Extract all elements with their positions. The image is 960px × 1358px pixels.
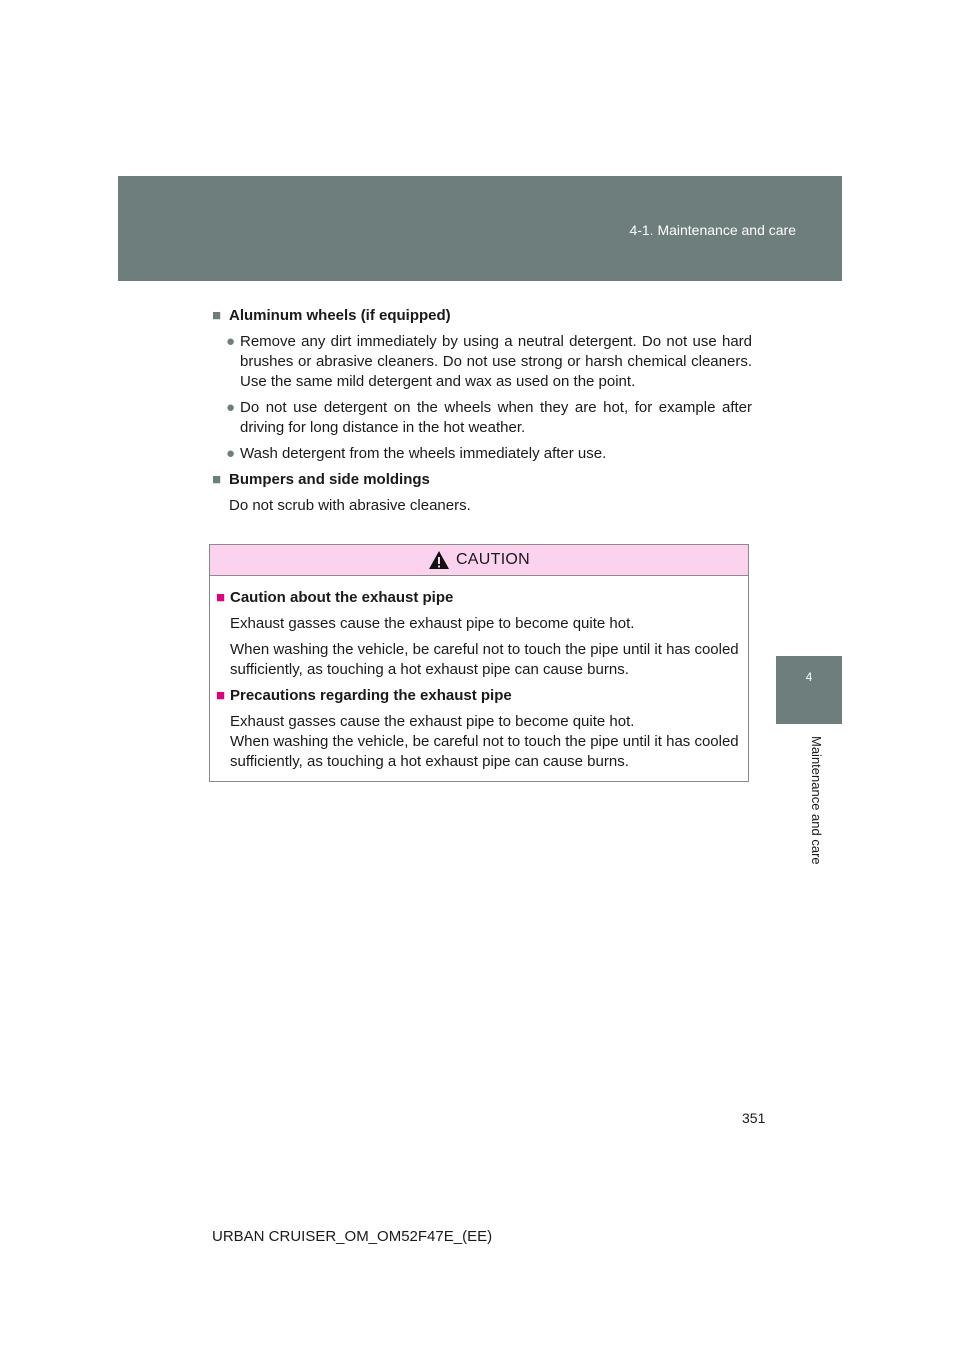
caution-paragraph: Exhaust gasses cause the exhaust pipe to become quite hot.	[230, 713, 635, 730]
caution-paragraph: When washing the vehicle, be careful not to touch the pipe until it has cooled sufficiently, as touching a hot exhaust pipe can cause burns.	[230, 641, 739, 678]
main-content	[212, 306, 752, 522]
bumpers-text: Do not scrub with abrasive cleaners.	[229, 497, 471, 514]
aluminum-wheels-heading	[212, 306, 752, 326]
list-item	[212, 444, 752, 464]
chapter-tab	[776, 656, 842, 724]
list-item	[212, 398, 752, 438]
heading-text: Bumpers and side moldings	[229, 471, 430, 488]
heading-text: Precautions regarding the exhaust pipe	[230, 687, 512, 704]
bumpers-heading	[212, 470, 752, 490]
list-item-text: Do not use detergent on the wheels when they are hot, for example after driving for long distance in the hot weather.	[240, 399, 752, 436]
section-header-bar	[118, 176, 842, 281]
caution-header	[210, 545, 748, 576]
bullet-dot-icon: ●	[226, 333, 236, 350]
page-number: 351	[742, 1110, 766, 1126]
section-title: 4-1. Maintenance and care	[629, 222, 796, 238]
caution-section-heading	[216, 686, 742, 706]
caution-body	[210, 576, 748, 772]
square-marker-icon: ■	[212, 307, 222, 324]
caution-paragraph: When washing the vehicle, be careful not to touch the pipe until it has cooled sufficiently, as touching a hot exhaust pipe can cause burns.	[230, 733, 739, 770]
square-marker-icon: ■	[212, 471, 222, 488]
list-item-text: Remove any dirt immediately by using a neutral detergent. Do not use hard brushes or abrasive cleaners. Do not use strong or harsh chemical cleaners. Use the same mild detergent and wax as used on the point.	[240, 333, 752, 390]
caution-box	[209, 544, 749, 782]
chapter-number: 4	[805, 670, 813, 684]
footer-doc-code: URBAN CRUISER_OM_OM52F47E_(EE)	[212, 1228, 493, 1245]
chapter-label: Maintenance and care	[809, 736, 824, 865]
bullet-dot-icon: ●	[226, 399, 236, 416]
bullet-dot-icon: ●	[226, 445, 236, 462]
list-item-text: Wash detergent from the wheels immediately after use.	[240, 445, 607, 462]
caution-section-heading	[216, 588, 742, 608]
heading-text: Caution about the exhaust pipe	[230, 589, 454, 606]
heading-text: Aluminum wheels (if equipped)	[229, 307, 451, 324]
warning-triangle-icon	[428, 550, 450, 570]
square-marker-icon: ■	[216, 589, 226, 606]
list-item	[212, 332, 752, 392]
square-marker-icon: ■	[216, 687, 226, 704]
caution-paragraph: Exhaust gasses cause the exhaust pipe to become quite hot.	[230, 615, 635, 632]
caution-title: CAUTION	[455, 551, 531, 568]
